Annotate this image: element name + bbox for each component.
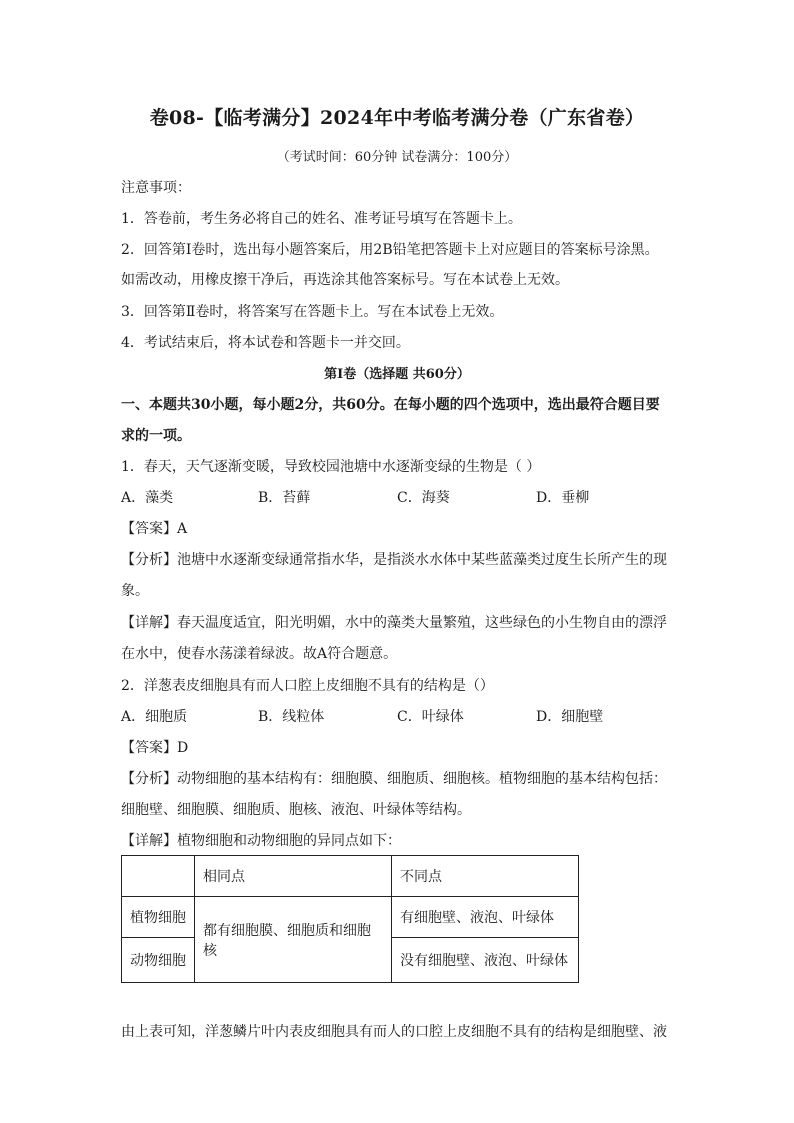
notice-item: 4．考试结束后，将本试卷和答题卡一并交回。 [121, 335, 410, 351]
question-2-option-b: B．线粒体 [258, 709, 325, 725]
table-diff-cell: 没有细胞壁、液泡、叶绿体 [392, 938, 579, 983]
question-2-conclusion: 由上表可知，洋葱鳞片叶内表皮细胞具有而人的口腔上皮细胞不具有的结构是细胞壁、液 [121, 1024, 667, 1040]
notice-heading: 注意事项： [121, 180, 191, 196]
table-header-cell: 相同点 [195, 856, 392, 897]
question-1-stem: 1．春天，天气逐渐变暖，导致校园池塘中水逐渐变绿的生物是（ ） [121, 459, 541, 475]
section-instruction: 一、本题共30小题，每小题2分，共60分。在每小题的四个选项中，选出最符合题目要 [121, 397, 660, 413]
table-row-label: 动物细胞 [122, 938, 195, 983]
page-title: 卷08-【临考满分】2024年中考临考满分卷（广东省卷） [149, 107, 645, 129]
question-2-option-d: D．细胞壁 [536, 709, 604, 725]
table-diff-cell: 有细胞壁、液泡、叶绿体 [392, 897, 579, 938]
question-1-option-d: D．垂柳 [536, 490, 590, 506]
question-1-detail-cont: 在水中，使春水荡漾着绿波。故A符合题意。 [121, 646, 398, 662]
question-2-detail: 【详解】植物细胞和动物细胞的异同点如下： [121, 833, 401, 849]
table-header-cell: 不同点 [392, 856, 579, 897]
table-header-cell [122, 856, 195, 897]
question-2-option-a: A．细胞质 [121, 709, 188, 725]
notice-item: 2．回答第Ⅰ卷时，选出每小题答案后，用2B铅笔把答题卡上对应题目的答案标号涂黑。 [121, 242, 659, 258]
question-2-option-c: C．叶绿体 [397, 709, 464, 725]
notice-item: 如需改动，用橡皮擦干净后，再选涂其他答案标号。写在本试卷上无效。 [121, 272, 569, 288]
table-row-label: 植物细胞 [122, 897, 195, 938]
question-1-option-a: A．藻类 [121, 490, 174, 506]
table-row [122, 897, 579, 938]
question-1-answer: 【答案】A [121, 521, 188, 537]
table-header-row [122, 856, 579, 897]
section-title: 第Ⅰ卷（选择题 共60分） [324, 367, 470, 382]
question-1-analysis: 【分析】池塘中水逐渐变绿通常指水华，是指淡水水体中某些蓝藻类过度生长所产生的现 [121, 552, 667, 568]
question-2-stem: 2．洋葱表皮细胞具有而人口腔上皮细胞不具有的结构是（） [121, 678, 494, 694]
notice-item: 1．答卷前，考生务必将自己的姓名、准考证号填写在答题卡上。 [121, 211, 522, 227]
question-1-detail: 【详解】春天温度适宜，阳光明媚，水中的藻类大量繁殖，这些绿色的小生物自由的漂浮 [121, 615, 667, 631]
question-2-analysis-cont: 细胞壁、细胞膜、细胞质、胞核、液泡、叶绿体等结构。 [121, 802, 471, 818]
comparison-table [121, 855, 579, 983]
question-2-answer: 【答案】D [121, 740, 189, 756]
section-instruction-cont: 求的一项。 [121, 428, 191, 444]
exam-info: （考试时间：60分钟 试卷满分：100分） [276, 150, 518, 165]
question-2-analysis: 【分析】动物细胞的基本结构有：细胞膜、细胞质、细胞核。植物细胞的基本结构包括： [121, 771, 667, 787]
notice-item: 3．回答第Ⅱ卷时，将答案写在答题卡上。写在本试卷上无效。 [121, 304, 504, 320]
table-common-cell: 都有细胞膜、细胞质和细胞核 [195, 897, 392, 983]
question-1-option-b: B．苔藓 [258, 490, 311, 506]
question-1-analysis-cont: 象。 [121, 583, 149, 599]
question-1-option-c: C．海葵 [397, 490, 450, 506]
